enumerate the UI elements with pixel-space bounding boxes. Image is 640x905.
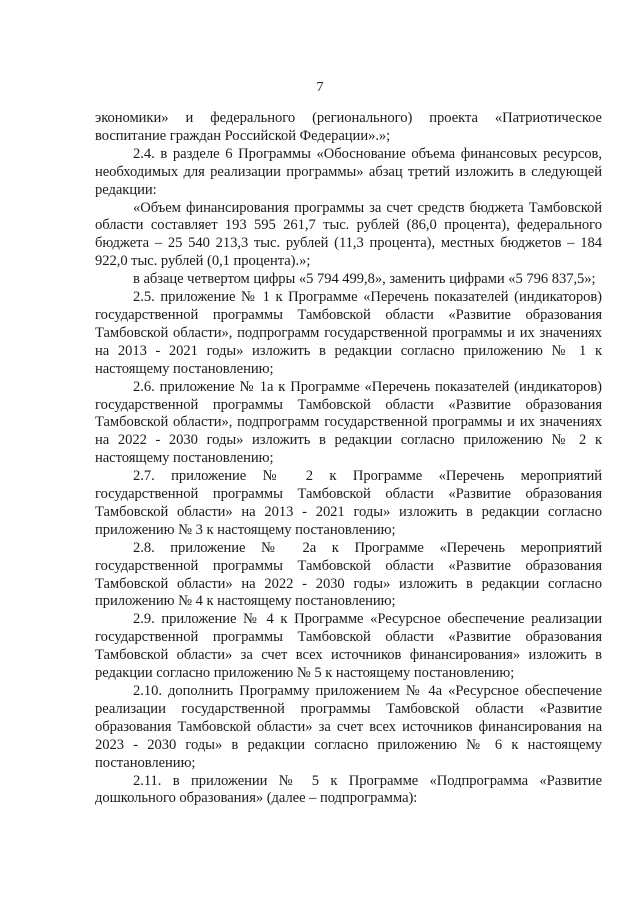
paragraph-2-9: 2.9. приложение № 4 к Программе «Ресурсное обеспечение реализации государственной программы Тамбовской области «Развитие образования Тамбовской области» за счет всех источников финансирования» изложить в редакции согласно приложению № 5 к настоящему постановлению;	[95, 611, 602, 682]
page-number: 7	[316, 80, 324, 95]
paragraph-continuation: экономики» и федерального (регионального) проекта «Патриотическое воспитание граждан Российской Федерации».»;	[95, 110, 602, 144]
paragraph-2-6: 2.6. приложение № 1а к Программе «Перечень показателей (индикаторов) государственной программы Тамбовской области «Развитие образования Тамбовской области», подпрограмм государственной программы и их значениях на 2022 - 2030 годы» изложить в редакции согласно приложению № 2 к настоящему постановлению;	[95, 378, 602, 467]
paragraph-2-8: 2.8. приложение № 2а к Программе «Перечень мероприятий государственной программы Тамбовской области «Развитие образования Тамбовской области» на 2022 - 2030 годы» изложить в редакции согласно приложению № 4 к настоящему постановлению;	[95, 539, 602, 610]
document-body	[95, 110, 602, 808]
paragraph-paragraph-four: в абзаце четвертом цифры «5 794 499,8», заменить цифрами «5 796 837,5»;	[133, 271, 596, 288]
paragraph-quote-financing: «Объем финансирования программы за счет средств бюджета Тамбовской области составляет 193 595 261,7 тыс. рублей (86,0 процента), федерального бюджета – 25 540 213,3 тыс. рублей (11,3 процента), местных бюджетов – 184 922,0 тыс. рублей (0,1 процента).»;	[95, 199, 602, 270]
paragraph-2-5: 2.5. приложение № 1 к Программе «Перечень показателей (индикаторов) государственной программы Тамбовской области «Развитие образования Тамбовской области», подпрограмм государственной программы и их значениях на 2013 - 2021 годы» изложить в редакции согласно приложению № 1 к настоящему постановлению;	[95, 289, 602, 377]
paragraph-2-11: 2.11. в приложении № 5 к Программе «Подпрограмма «Развитие дошкольного образования» (далее – подпрограмма):	[95, 772, 602, 807]
paragraph-2-4: 2.4. в разделе 6 Программы «Обоснование объема финансовых ресурсов, необходимых для реализации программы» абзац третий изложить в следующей редакции:	[95, 145, 602, 198]
paragraph-2-10: 2.10. дополнить Программу приложением № 4а «Ресурсное обеспечение реализации государственной программы Тамбовской области «Развитие образования Тамбовской области» за счет всех источников финансирования на 2023 - 2030 годы» в редакции согласно приложению № 6 к настоящему постановлению;	[95, 683, 602, 771]
paragraph-2-7: 2.7. приложение № 2 к Программе «Перечень мероприятий государственной программы Тамбовской области «Развитие образования Тамбовской области» на 2013 - 2021 годы» изложить в редакции согласно приложению № 3 к настоящему постановлению;	[95, 468, 602, 538]
